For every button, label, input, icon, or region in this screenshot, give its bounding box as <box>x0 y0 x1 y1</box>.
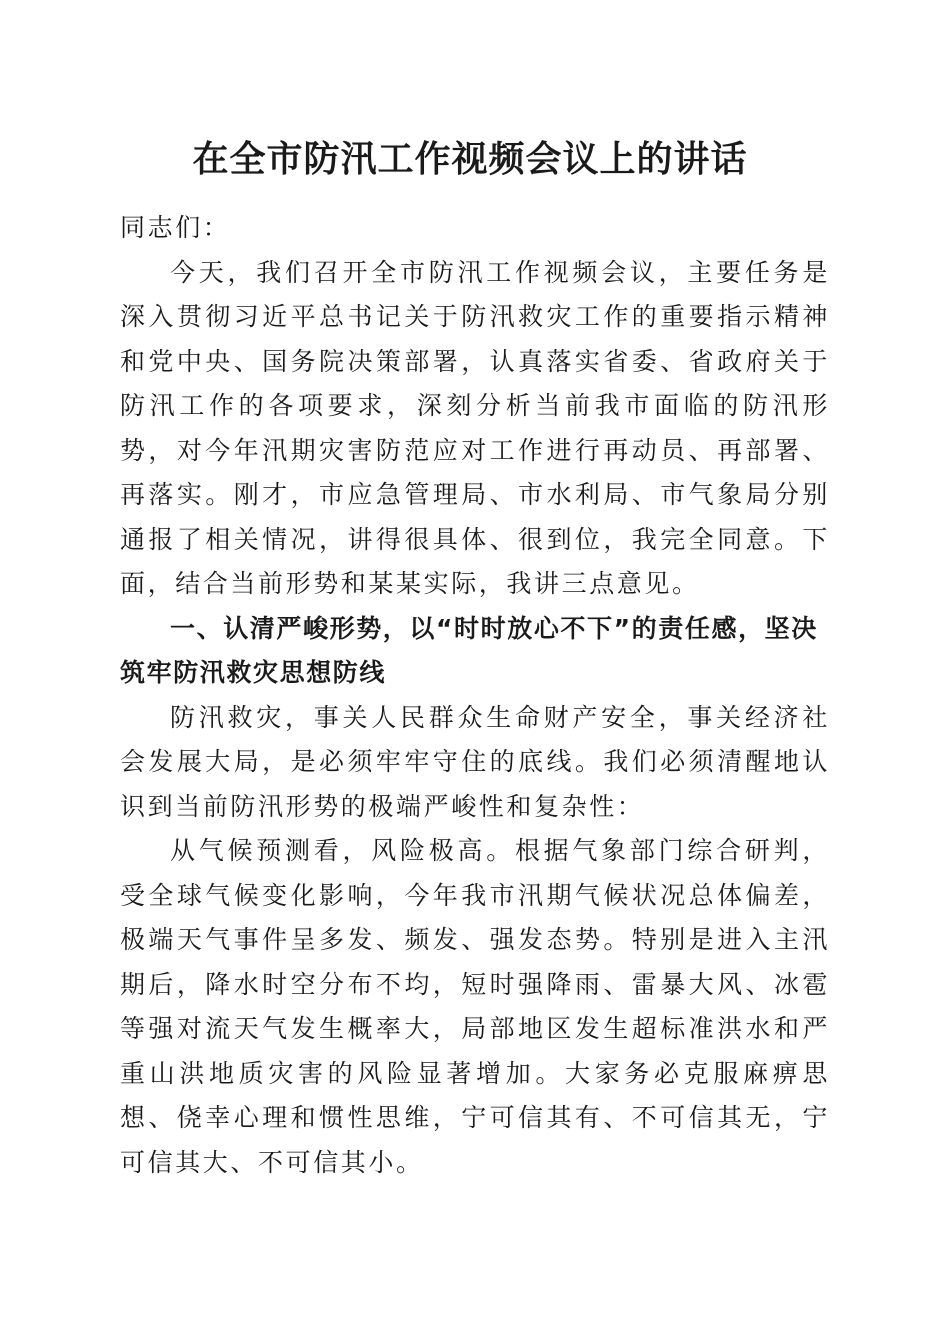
section-1-paragraph-1: 防汛救灾，事关人民群众生命财产安全，事关经济社会发展大局，是必须牢牢守住的底线。我们必须清醒地认识到当前防汛形势的极端严峻性和复杂性： <box>120 702 830 821</box>
section-1-paragraph-2: 从气候预测看，风险极高。根据气象部门综合研判，受全球气候变化影响，今年我市汛期气候状况总体偏差，极端天气事件呈多发、频发、强发态势。特别是进入主汛期后，降水时空分布不均，短时强降雨、雷暴大风、冰雹等强对流天气发生概率大，局部地区发生超标准洪水和严重山洪地质灾害的风险显著增加。大家务必克服麻痹思想、侥幸心理和惯性思维，宁可信其有、不可信其无，宁可信其大、不可信其小。 <box>120 836 830 1177</box>
intro-paragraph: 今天，我们召开全市防汛工作视频会议，主要任务是深入贯彻习近平总书记关于防汛救灾工作的重要指示精神和党中央、国务院决策部署，认真落实省委、省政府关于防汛工作的各项要求，深刻分析当前我市面临的防汛形势，对今年汛期灾害防范应对工作进行再动员、再部署、再落实。刚才，市应急管理局、市水利局、市气象局分别通报了相关情况，讲得很具体、很到位，我完全同意。下面，结合当前形势和某某实际，我讲三点意见。 <box>120 257 830 598</box>
document-body <box>120 206 830 1185</box>
salutation: 同志们： <box>120 213 231 242</box>
document-title: 在全市防汛工作视频会议上的讲话 <box>192 138 748 180</box>
section-1-heading: 一、认清严峻形势，以“时时放心不下”的责任感，坚决筑牢防汛救灾思想防线 <box>120 613 818 687</box>
